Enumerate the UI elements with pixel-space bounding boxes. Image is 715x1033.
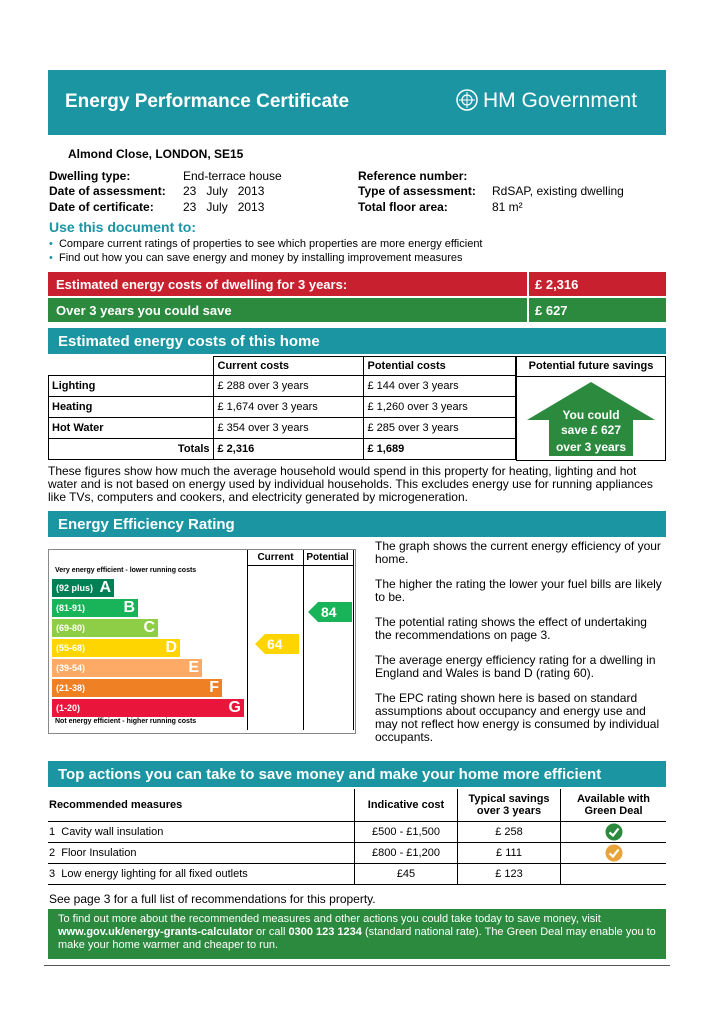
tick-orange-icon bbox=[605, 844, 623, 862]
action-cost: £45 bbox=[355, 863, 458, 884]
estimated-costs-label: Estimated energy costs of dwelling for 3 years: bbox=[56, 277, 348, 292]
costs-row-item: Hot Water bbox=[49, 418, 214, 439]
tick-green-icon bbox=[605, 823, 623, 841]
certificate-date-label: Date of certificate: bbox=[49, 200, 154, 214]
bullet-icon: • bbox=[49, 238, 53, 250]
actions-header-cost: Indicative cost bbox=[355, 789, 458, 821]
costs-totals-label: Totals bbox=[49, 439, 214, 460]
costs-header-potential: Potential costs bbox=[363, 357, 516, 376]
costs-note: These figures show how much the average household would spend in this property for heating, lighting and hot water and is not based on energy used by individual households. This excludes energy use for running appliances like TVs, computers and cookers, and electricity generated by microgeneration. bbox=[48, 464, 653, 504]
floor-area: 81 m² bbox=[492, 200, 523, 214]
actions-header-green-deal: Available with Green Deal bbox=[561, 789, 667, 821]
costs-row-potential: £ 1,260 over 3 years bbox=[363, 397, 516, 418]
use-doc-bullet-1: • Compare current ratings of properties to see which properties are more energy efficient bbox=[49, 238, 483, 250]
future-savings-box bbox=[516, 356, 666, 461]
rating-top-caption: Very energy efficient - lower running costs bbox=[55, 567, 197, 574]
costs-row-current: £ 288 over 3 years bbox=[213, 376, 363, 397]
rating-paragraph: The EPC rating shown here is based on standard assumptions about occupancy and energy use and may not reflect how energy is consumed by individual occupants. bbox=[375, 691, 660, 744]
actions-header-measures: Recommended measures bbox=[48, 789, 355, 821]
rating-paragraph: The graph shows the current energy efficiency of your home. bbox=[375, 539, 661, 566]
crest-icon bbox=[455, 88, 479, 112]
actions-header-savings: Typical savings over 3 years bbox=[458, 789, 561, 821]
action-saving: £ 123 bbox=[458, 863, 561, 884]
action-green-deal bbox=[561, 821, 667, 842]
current-rating-value: 64 bbox=[267, 636, 283, 652]
reference-label: Reference number: bbox=[358, 169, 468, 183]
dwelling-type-label: Dwelling type: bbox=[49, 169, 131, 183]
potential-column bbox=[302, 550, 354, 730]
current-column-header: Current bbox=[248, 552, 303, 566]
potential-rating-value: 84 bbox=[321, 604, 337, 620]
rating-bottom-caption: Not energy efficient - higher running costs bbox=[55, 718, 197, 725]
costs-row-item: Lighting bbox=[49, 376, 214, 397]
green-deal-footer bbox=[48, 909, 666, 959]
action-saving: £ 111 bbox=[458, 842, 561, 863]
rating-paragraph: The average energy efficiency rating for a dwelling in England and Wales is band D (rating 60). bbox=[375, 653, 656, 680]
footer-text: To find out more about the recommended measures and other actions you could take today to save money, visit www.gov.uk/energy-grants-calculator or call 0300 123 1234 (standard national rate). The Green Deal may enable you to make your home warmer and cheaper to run. bbox=[58, 913, 656, 951]
actions-section-header bbox=[48, 761, 666, 787]
costs-totals-potential: £ 1,689 bbox=[363, 439, 516, 460]
action-measure: 3 Low energy lighting for all fixed outlets bbox=[48, 863, 355, 884]
costs-header-current: Current costs bbox=[213, 357, 363, 376]
use-doc-title: Use this document to: bbox=[49, 219, 197, 235]
footer-phone: 0300 123 1234 bbox=[288, 926, 362, 938]
footer-link[interactable]: www.gov.uk/energy-grants-calculator bbox=[58, 926, 253, 938]
action-cost: £500 - £1,500 bbox=[355, 821, 458, 842]
page-title: Energy Performance Certificate bbox=[65, 91, 350, 112]
band-c: (69-80) C bbox=[52, 619, 158, 637]
future-savings-header: Potential future savings bbox=[528, 360, 654, 372]
action-measure: 1 Cavity wall insulation bbox=[48, 821, 355, 842]
savings-arrow-line-2: save £ 627 bbox=[560, 423, 622, 437]
action-cost: £800 - £1,200 bbox=[355, 842, 458, 863]
costs-totals-current: £ 2,316 bbox=[213, 439, 363, 460]
rating-section-title: Energy Efficiency Rating bbox=[58, 516, 235, 533]
savings-label: Over 3 years you could save bbox=[56, 303, 232, 318]
rating-description bbox=[375, 540, 665, 744]
rating-paragraph: The potential rating shows the effect of undertaking the recommendations on page 3. bbox=[375, 615, 647, 642]
savings-arrow-line-1: You could bbox=[562, 408, 620, 422]
rating-section-header bbox=[48, 511, 666, 537]
band-f: (21-38) F bbox=[52, 679, 222, 697]
bullet-icon: • bbox=[49, 252, 53, 264]
gov-logo: HM Government bbox=[483, 89, 638, 112]
address: Almond Close, LONDON, SE15 bbox=[68, 147, 244, 161]
band-d: (55-68) D bbox=[52, 639, 180, 657]
action-green-deal bbox=[561, 842, 667, 863]
costs-section-title: Estimated energy costs of this home bbox=[58, 333, 320, 350]
header-banner bbox=[48, 70, 666, 135]
header-divider bbox=[517, 376, 665, 377]
band-g: (1-20) G bbox=[52, 699, 244, 717]
costs-row-potential: £ 285 over 3 years bbox=[363, 418, 516, 439]
action-saving: £ 258 bbox=[458, 821, 561, 842]
assessment-date-label: Date of assessment: bbox=[49, 184, 166, 198]
costs-table-frame bbox=[48, 356, 518, 459]
costs-row-current: £ 354 over 3 years bbox=[213, 418, 363, 439]
savings-arrow-line-3: over 3 years bbox=[555, 440, 627, 454]
actions-section-title: Top actions you can take to save money and make your home more efficient bbox=[58, 766, 602, 783]
band-e: (39-54) E bbox=[52, 659, 202, 677]
costs-row-potential: £ 144 over 3 years bbox=[363, 376, 516, 397]
costs-section-header bbox=[48, 328, 666, 354]
bottom-divider bbox=[44, 965, 670, 966]
floor-area-label: Total floor area: bbox=[358, 200, 448, 214]
band-a: (92 plus) A bbox=[52, 579, 114, 597]
band-b: (81-91) B bbox=[52, 599, 138, 617]
rating-paragraph: The higher the rating the lower your fuel bills are likely to be. bbox=[375, 577, 662, 604]
assessment-type-label: Type of assessment: bbox=[358, 184, 476, 198]
certificate-date: 23 July 2013 bbox=[183, 200, 265, 214]
savings-value: £ 627 bbox=[535, 303, 568, 318]
costs-blank-header bbox=[49, 357, 214, 376]
potential-column-header: Potential bbox=[302, 552, 353, 566]
action-green-deal bbox=[561, 863, 667, 884]
use-doc-bullet-2: • Find out how you can save energy and money by installing improvement measures bbox=[49, 252, 463, 264]
costs-row-current: £ 1,674 over 3 years bbox=[213, 397, 363, 418]
costs-row-item: Heating bbox=[49, 397, 214, 418]
estimated-costs-value: £ 2,316 bbox=[535, 277, 579, 292]
assessment-date: 23 July 2013 bbox=[183, 184, 265, 198]
action-measure: 2 Floor Insulation bbox=[48, 842, 355, 863]
dwelling-type: End-terrace house bbox=[183, 169, 282, 183]
assessment-type: RdSAP, existing dwelling bbox=[492, 184, 624, 198]
see-page-note: See page 3 for a full list of recommendations for this property. bbox=[49, 892, 376, 906]
costs-table bbox=[48, 356, 516, 460]
actions-table bbox=[48, 789, 666, 885]
